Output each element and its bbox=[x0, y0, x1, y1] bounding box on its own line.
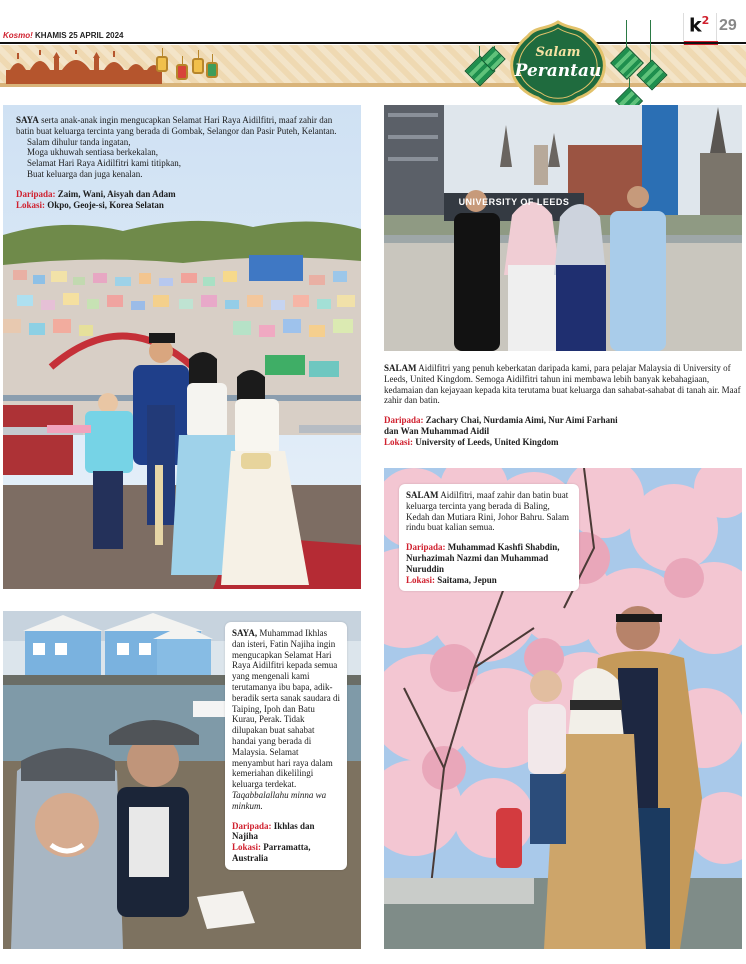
leeds-location bbox=[384, 437, 742, 448]
caption-korea bbox=[16, 115, 348, 210]
korea-poem bbox=[16, 137, 348, 180]
australia-sender bbox=[232, 821, 340, 843]
caption-lead: SALAM bbox=[384, 363, 417, 373]
caption-leeds-body bbox=[384, 363, 742, 406]
banner-title-line1: Salam bbox=[535, 45, 581, 60]
story-korea bbox=[3, 105, 361, 589]
caption-text: Muhammad Ikhlas dan isteri, Fatin Najiha ingin mengucapkan Selamat Hari Raya Aidilfitri kepada semua yang mengenali kami terutamanya ibu bapa, adik-beradik serta sanak saudara di Taiping, Ipoh dan Batu Kurau, Perak. Tidak dilupakan buat sahabat handai yang berada di Malaysia. Selamat menyambut hari raya dalam kemeriahan dikelilingi keluarga terdekat. bbox=[232, 628, 340, 790]
location-label: Lokasi: bbox=[406, 574, 436, 585]
photo-leeds-university bbox=[384, 105, 742, 351]
sender-label: Daripada: bbox=[384, 415, 424, 426]
story-australia bbox=[3, 611, 361, 949]
japan-location bbox=[406, 575, 572, 586]
location-label: Lokasi: bbox=[384, 436, 414, 447]
lantern-icon bbox=[206, 62, 218, 78]
leeds-sign: UNIVERSITY OF LEEDS bbox=[458, 197, 570, 207]
caption-lead: SALAM bbox=[406, 490, 439, 500]
caption-lead: SAYA bbox=[16, 115, 39, 125]
publication-date: KHAMIS 25 APRIL 2024 bbox=[35, 31, 124, 40]
caption-text: Aidilfitri yang penuh keberkatan daripada kami, para pelajar Malaysia di University of Leeds, United Kingdom. Semoga Aidilfitri tahun ini membawa lebih banyak kebahagiaan, kedamaian dan kejayaan kepada kita terutama buat keluarga dan sahabat-sahabat di tanah air. Maaf zahir dan batin. bbox=[384, 363, 741, 406]
japan-sender bbox=[406, 542, 572, 574]
sender-value: Muhammad Kashfi Shabdin, Nurhazimah Nazmi dan Muhammad Nuruddin bbox=[406, 542, 560, 574]
mosque-skyline-icon bbox=[4, 50, 164, 84]
caption-text: Aidilfitri, maaf zahir dan batin buat keluarga tercinta yang berada di Baling, Kedah dan Mutiara Rini, Johor Bahru. Salam rindu buat kalian semua. bbox=[406, 490, 569, 533]
location-value: Saitama, Jepun bbox=[437, 574, 497, 585]
caption-text: serta anak-anak ingin mengucapkan Selamat Hari Raya Aidilfitri, maaf zahir dan batin buat keluarga tercinta yang berada di Gombak, Selangor dan Pasir Puteh, Kelantan. bbox=[16, 115, 337, 136]
masthead-dateline bbox=[3, 31, 124, 40]
lantern-icon bbox=[176, 64, 188, 80]
caption-japan bbox=[399, 484, 579, 591]
sender-value-line2: dan Wan Muhammad Aidil bbox=[384, 425, 490, 436]
lantern-icon bbox=[156, 56, 168, 72]
location-value: Okpo, Geoje-si, Korea Selatan bbox=[47, 199, 164, 210]
caption-japan-body bbox=[406, 490, 572, 533]
location-value: University of Leeds, United Kingdom bbox=[415, 436, 559, 447]
leeds-sender bbox=[384, 415, 742, 437]
australia-location bbox=[232, 842, 340, 864]
ketupat-string bbox=[626, 20, 627, 48]
caption-leeds bbox=[384, 363, 742, 448]
ketupat-string bbox=[650, 20, 651, 62]
sender-value: Ikhlas dan Najiha bbox=[232, 820, 315, 842]
section-logo-text: $k^2$ bbox=[689, 14, 710, 37]
poem-line: Moga ukhuwah sentiasa berkekalan, bbox=[27, 147, 158, 158]
korea-sender bbox=[16, 189, 348, 200]
caption-australia bbox=[225, 622, 347, 870]
poem-line: Buat keluarga dan juga kenalan. bbox=[27, 168, 143, 179]
sender-label: Daripada: bbox=[406, 542, 446, 553]
sender-value: Zachary Chai, Nurdamia Aimi, Nur Aimi Farhani bbox=[425, 415, 618, 426]
sender-value: Zaim, Wani, Aisyah dan Adam bbox=[57, 188, 176, 199]
photo-leeds-image bbox=[384, 105, 742, 351]
caption-lead: SAYA, bbox=[232, 628, 258, 638]
masthead bbox=[0, 0, 746, 44]
sender-label: Daripada: bbox=[16, 188, 56, 199]
salam-perantau-badge bbox=[508, 20, 608, 108]
location-label: Lokasi: bbox=[16, 199, 46, 210]
publication-brand: Kosmo! bbox=[3, 31, 33, 40]
sender-label: Daripada: bbox=[232, 820, 272, 831]
caption-closing: Taqabbalallahu minna wa minkum. bbox=[232, 789, 327, 811]
section-logo bbox=[683, 13, 717, 45]
lantern-icon bbox=[192, 58, 204, 74]
korea-location bbox=[16, 200, 348, 211]
story-japan bbox=[384, 468, 742, 949]
location-label: Lokasi: bbox=[232, 842, 262, 853]
poem-line: Selamat Hari Raya Aidilfitri kami titipkan, bbox=[27, 158, 181, 169]
page-number: 29 bbox=[719, 17, 737, 34]
masthead-rule bbox=[0, 42, 746, 44]
caption-korea-body bbox=[16, 115, 348, 137]
location-value: Parramatta, Australia bbox=[232, 842, 311, 863]
poem-line: Salam dihulur tanda ingatan, bbox=[27, 136, 131, 147]
banner-title-line2: Perantau bbox=[514, 61, 602, 81]
caption-australia-body bbox=[232, 628, 340, 812]
